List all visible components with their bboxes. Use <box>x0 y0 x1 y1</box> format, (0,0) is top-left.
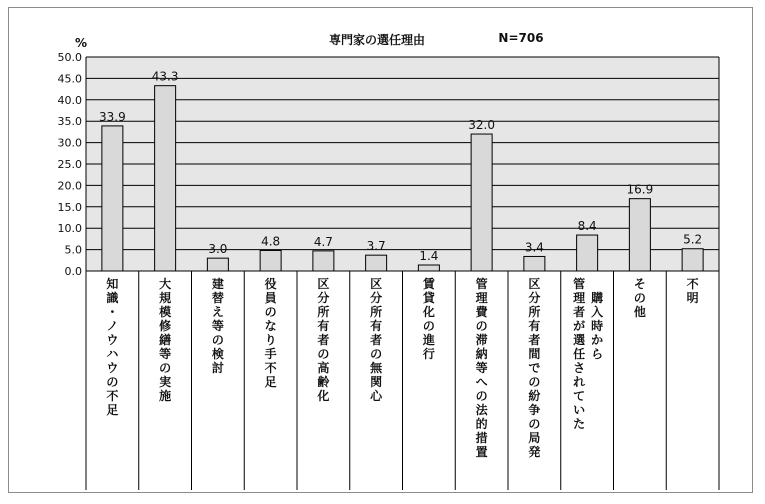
y-tick-label: 45.0 <box>57 72 82 86</box>
bar <box>207 258 228 271</box>
data-label: 32.0 <box>468 118 495 133</box>
x-tick-label: 管理者が選任されていた <box>573 277 586 431</box>
bar <box>155 86 176 271</box>
x-tick-label: 区分所有者の高齢化 <box>317 277 330 403</box>
x-tick-label: 役員のなり手不足 <box>264 277 277 389</box>
data-label: 33.9 <box>99 109 126 124</box>
x-tick-label: 不明 <box>686 277 699 305</box>
y-tick-label: 30.0 <box>57 136 82 150</box>
x-tick-label: 大規模修繕等の実施 <box>159 277 172 403</box>
y-tick-label: 10.0 <box>57 222 82 236</box>
data-label: 43.3 <box>151 69 179 84</box>
y-tick-label: 40.0 <box>57 93 82 107</box>
data-label: 16.9 <box>626 182 654 197</box>
data-label: 3.4 <box>524 240 544 255</box>
bar <box>471 134 492 271</box>
data-label: 3.0 <box>208 242 228 257</box>
x-tick-label: 建替え等の検討 <box>211 277 224 375</box>
data-label: 4.7 <box>313 234 333 249</box>
data-label: 8.4 <box>577 219 597 234</box>
data-label: 3.7 <box>366 239 386 254</box>
x-tick-label: 区分所有者間での紛争の局発 <box>528 277 541 459</box>
y-tick-label: 5.0 <box>64 243 82 257</box>
x-tick-label: 購入時から <box>591 291 604 361</box>
bar <box>524 256 545 271</box>
chart-title: 専門家の選任理由 <box>328 33 426 47</box>
data-label: 5.2 <box>683 232 703 247</box>
bar <box>313 251 334 271</box>
x-tick-label: 管理費の滞納等への法的措置 <box>475 277 488 459</box>
bar <box>366 255 387 271</box>
y-tick-label: 25.0 <box>57 158 82 171</box>
x-tick-label: 区分所有者の無関心 <box>370 277 383 403</box>
bar <box>418 265 439 271</box>
data-label: 4.8 <box>261 234 281 249</box>
sample-size-label: N=706 <box>498 31 544 45</box>
y-tick-label: 50.0 <box>57 51 82 64</box>
x-tick-label: その他 <box>633 277 646 319</box>
x-tick-label: 賃貸化の進行 <box>422 277 435 361</box>
bar <box>682 249 703 271</box>
bar <box>260 250 281 271</box>
bar <box>102 126 123 271</box>
y-tick-label: 20.0 <box>57 179 82 193</box>
y-tick-label: 35.0 <box>57 115 82 129</box>
data-label: 1.4 <box>419 249 439 264</box>
bar <box>629 199 650 271</box>
bar <box>577 235 598 271</box>
plot-area <box>58 51 720 490</box>
x-tick-label: 知識･ノウハウの不足 <box>106 277 119 417</box>
y-tick-label: 15.0 <box>57 200 82 214</box>
y-tick-label: 0.0 <box>64 265 82 278</box>
y-axis-unit-label: % <box>74 36 88 50</box>
